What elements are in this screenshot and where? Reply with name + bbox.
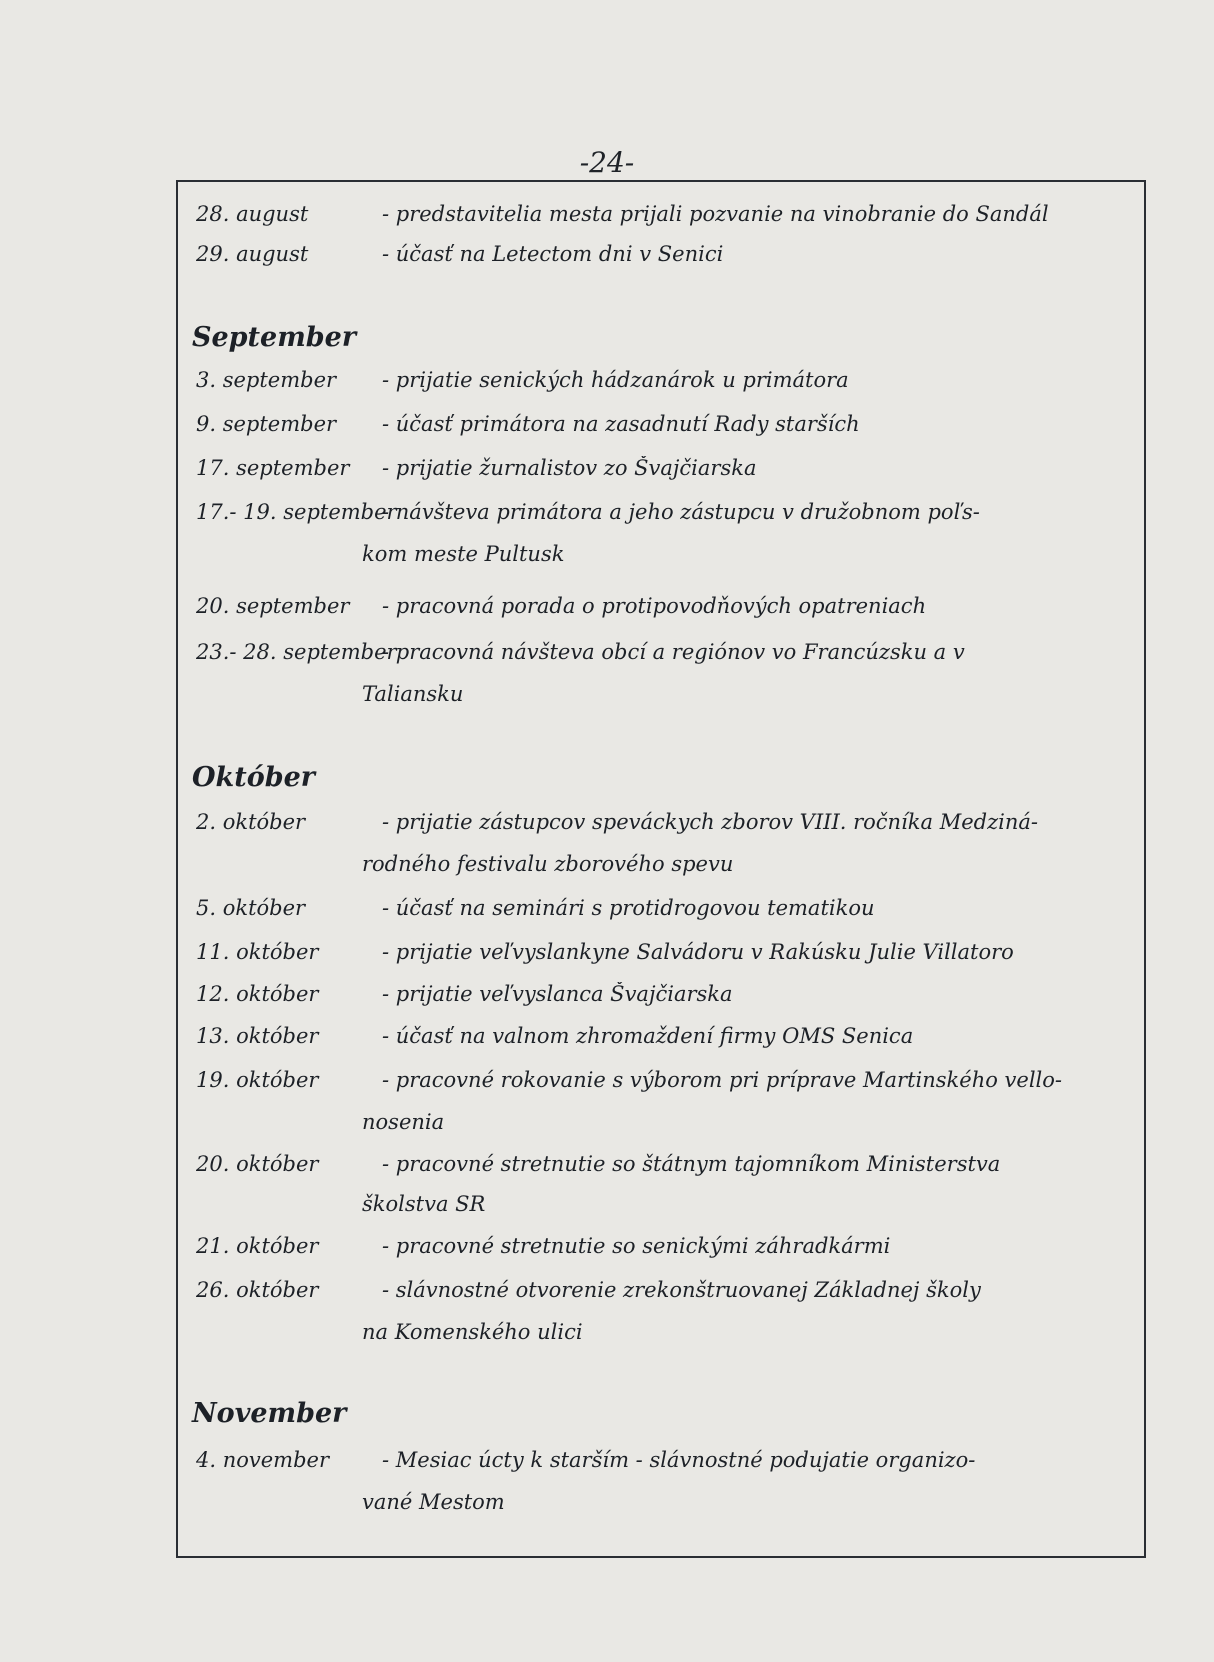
entry-text: - účasť na Letectom dni v Senici: [382, 242, 724, 266]
list-item: [196, 1448, 1136, 1472]
entry-date: 5. október: [196, 896, 306, 920]
list-item: [196, 412, 1136, 436]
entry-text: - slávnostné otvorenie zrekonštruovanej Základnej školy: [382, 1278, 981, 1302]
list-item: [196, 1152, 1136, 1176]
entry-text: - pracovná porada o protipovodňových opatreniach: [382, 594, 927, 618]
list-item: [196, 940, 1136, 964]
list-item: [196, 594, 1136, 618]
entry-date: 13. október: [196, 1024, 319, 1048]
list-item: [196, 456, 1136, 480]
entry-text: - pracovné stretnutie so senickými záhradkármi: [382, 1234, 891, 1258]
entry-text: - prijatie žurnalistov zo Švajčiarska: [382, 456, 757, 480]
entry-date: 11. október: [196, 940, 319, 964]
entry-date: 9. september: [196, 412, 337, 436]
list-item: [196, 202, 1136, 226]
entry-date: 21. október: [196, 1234, 319, 1258]
month-heading: September: [192, 322, 357, 353]
entry-text: - predstavitelia mesta prijali pozvanie na vinobranie do Sandál: [382, 202, 1049, 226]
list-item: [196, 368, 1136, 392]
list-item-continuation: kom meste Pultusk: [362, 542, 565, 566]
list-item-continuation: nosenia: [362, 1110, 445, 1134]
month-heading: November: [192, 1398, 347, 1429]
list-item: [196, 896, 1136, 920]
month-heading: Október: [192, 762, 315, 793]
entry-date: 4. november: [196, 1448, 329, 1472]
list-item: [196, 1068, 1136, 1092]
entry-date: 2. október: [196, 810, 306, 834]
list-item: [196, 1278, 1136, 1302]
list-item: [196, 982, 1136, 1006]
list-item-continuation: na Komenského ulici: [362, 1320, 583, 1344]
entry-text: - návšteva primátora a jeho zástupcu v družobnom poľs-: [382, 500, 980, 524]
list-item: [196, 500, 1136, 524]
list-item: [196, 242, 1136, 266]
entry-date: 20. september: [196, 594, 350, 618]
list-item-continuation: školstva SR: [362, 1192, 486, 1216]
list-item: [196, 640, 1136, 664]
list-item: [196, 810, 1136, 834]
entry-date: 28. august: [196, 202, 309, 226]
list-item-continuation: vané Mestom: [362, 1490, 505, 1514]
list-item-continuation: Taliansku: [362, 682, 464, 706]
entry-text: - Mesiac úcty k starším - slávnostné podujatie organizo-: [382, 1448, 976, 1472]
entry-date: 17.- 19. september: [196, 500, 397, 524]
entry-date: 19. október: [196, 1068, 319, 1092]
entry-date: 23.- 28. september: [196, 640, 397, 664]
entry-text: - prijatie zástupcov speváckych zborov VIII. ročníka Medziná-: [382, 810, 1038, 834]
entry-date: 29. august: [196, 242, 309, 266]
entry-text: - účasť na valnom zhromaždení firmy OMS Senica: [382, 1024, 914, 1048]
entry-date: 3. september: [196, 368, 337, 392]
page-number: -24-: [579, 146, 635, 179]
entry-text: - účasť na seminári s protidrogovou tematikou: [382, 896, 875, 920]
list-item: [196, 1024, 1136, 1048]
entry-text: - prijatie veľvyslanca Švajčiarska: [382, 982, 733, 1006]
entry-text: - pracovná návšteva obcí a regiónov vo Francúzsku a v: [382, 640, 965, 664]
entry-text: - prijatie veľvyslankyne Salvádoru v Rakúsku Julie Villatoro: [382, 940, 1014, 964]
entry-text: - účasť primátora na zasadnutí Rady starších: [382, 412, 860, 436]
entry-date: 26. október: [196, 1278, 319, 1302]
entry-date: 20. október: [196, 1152, 319, 1176]
list-item-continuation: rodného festivalu zborového spevu: [362, 852, 734, 876]
entry-date: 17. september: [196, 456, 350, 480]
entry-date: 12. október: [196, 982, 319, 1006]
list-item: [196, 1234, 1136, 1258]
entry-text: - pracovné rokovanie s výborom pri príprave Martinského vello-: [382, 1068, 1062, 1092]
entry-text: - prijatie senických hádzanárok u primátora: [382, 368, 849, 392]
entry-text: - pracovné stretnutie so štátnym tajomníkom Ministerstva: [382, 1152, 1001, 1176]
